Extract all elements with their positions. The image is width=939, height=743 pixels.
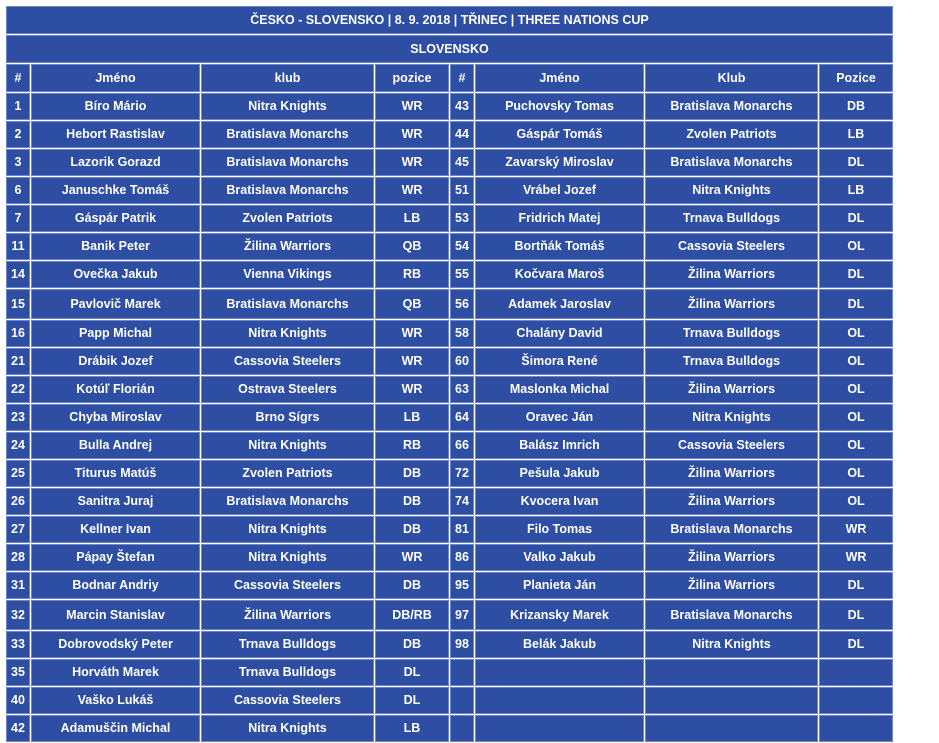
player-name-left: Dobrovodský Peter	[31, 631, 200, 658]
player-name-right: Puchovsky Tomas	[475, 93, 644, 120]
empty-cell	[475, 687, 644, 714]
player-position-right: WR	[819, 516, 893, 543]
player-name-left: Pavlovič Marek	[31, 289, 200, 319]
player-club-left: Cassovia Steelers	[201, 348, 374, 375]
player-club-right: Nitra Knights	[645, 177, 818, 204]
table-row	[6, 516, 893, 543]
table-row	[6, 572, 893, 599]
table-row	[6, 432, 893, 459]
player-name-left: Januschke Tomáš	[31, 177, 200, 204]
player-club-left: Bratislava Monarchs	[201, 149, 374, 176]
player-position-right: OL	[819, 376, 893, 403]
player-position-left: DB	[375, 572, 449, 599]
player-club-right: Žilina Warriors	[645, 572, 818, 599]
player-club-right: Bratislava Monarchs	[645, 600, 818, 630]
player-position-right: OL	[819, 348, 893, 375]
player-number-right: 97	[450, 600, 474, 630]
player-position-left: RB	[375, 261, 449, 288]
player-position-right: OL	[819, 404, 893, 431]
player-position-left: WR	[375, 544, 449, 571]
empty-cell	[475, 715, 644, 742]
header-position-right: Pozice	[819, 64, 893, 92]
player-name-left: Hebort Rastislav	[31, 121, 200, 148]
player-number-right: 53	[450, 205, 474, 232]
player-number-right: 51	[450, 177, 474, 204]
roster-container	[5, 5, 894, 743]
player-name-right: Gáspár Tomáš	[475, 121, 644, 148]
empty-cell	[450, 715, 474, 742]
player-position-left: WR	[375, 121, 449, 148]
table-row	[6, 715, 893, 742]
player-number-left: 2	[6, 121, 30, 148]
player-name-right: Oravec Ján	[475, 404, 644, 431]
player-club-right: Žilina Warriors	[645, 376, 818, 403]
player-number-left: 11	[6, 233, 30, 260]
player-club-left: Bratislava Monarchs	[201, 488, 374, 515]
player-club-left: Zvolen Patriots	[201, 460, 374, 487]
player-name-left: Lazorik Gorazd	[31, 149, 200, 176]
player-club-right: Trnava Bulldogs	[645, 320, 818, 347]
header-number-right: #	[450, 64, 474, 92]
player-name-left: Sanitra Juraj	[31, 488, 200, 515]
player-position-right: DL	[819, 149, 893, 176]
player-number-left: 42	[6, 715, 30, 742]
empty-cell	[475, 659, 644, 686]
player-number-left: 28	[6, 544, 30, 571]
player-position-right: DL	[819, 572, 893, 599]
player-position-left: LB	[375, 715, 449, 742]
team-name: SLOVENSKO	[6, 35, 893, 63]
player-position-left: WR	[375, 376, 449, 403]
empty-cell	[645, 659, 818, 686]
player-name-right: Chalány David	[475, 320, 644, 347]
player-name-left: Marcin Stanislav	[31, 600, 200, 630]
player-club-right: Žilina Warriors	[645, 460, 818, 487]
player-position-right: OL	[819, 460, 893, 487]
player-club-left: Zvolen Patriots	[201, 205, 374, 232]
player-name-left: Bodnar Andriy	[31, 572, 200, 599]
player-name-left: Papp Michal	[31, 320, 200, 347]
player-club-right: Trnava Bulldogs	[645, 205, 818, 232]
player-number-right: 81	[450, 516, 474, 543]
player-position-left: WR	[375, 93, 449, 120]
player-name-left: Banik Peter	[31, 233, 200, 260]
team-row	[6, 35, 893, 63]
player-number-left: 3	[6, 149, 30, 176]
player-position-left: DB	[375, 631, 449, 658]
player-position-right: DL	[819, 289, 893, 319]
player-number-left: 35	[6, 659, 30, 686]
empty-cell	[645, 687, 818, 714]
table-row	[6, 149, 893, 176]
player-position-left: DL	[375, 659, 449, 686]
player-number-right: 56	[450, 289, 474, 319]
table-row	[6, 488, 893, 515]
empty-cell	[450, 659, 474, 686]
table-row	[6, 600, 893, 630]
player-club-left: Nitra Knights	[201, 432, 374, 459]
table-row	[6, 121, 893, 148]
player-name-right: Vrábel Jozef	[475, 177, 644, 204]
table-row	[6, 404, 893, 431]
player-name-left: Horváth Marek	[31, 659, 200, 686]
player-name-left: Bíro Mário	[31, 93, 200, 120]
player-name-left: Pápay Štefan	[31, 544, 200, 571]
player-position-right: LB	[819, 121, 893, 148]
player-number-left: 16	[6, 320, 30, 347]
player-club-left: Cassovia Steelers	[201, 572, 374, 599]
table-row	[6, 544, 893, 571]
table-row	[6, 205, 893, 232]
player-position-right: WR	[819, 544, 893, 571]
header-name-left: Jméno	[31, 64, 200, 92]
player-club-right: Žilina Warriors	[645, 261, 818, 288]
player-number-right: 72	[450, 460, 474, 487]
player-name-left: Kellner Ivan	[31, 516, 200, 543]
player-number-left: 22	[6, 376, 30, 403]
player-number-left: 31	[6, 572, 30, 599]
player-name-left: Titurus Matúš	[31, 460, 200, 487]
table-row	[6, 687, 893, 714]
player-number-right: 66	[450, 432, 474, 459]
table-row	[6, 93, 893, 120]
player-club-left: Brno Sígrs	[201, 404, 374, 431]
player-club-right: Cassovia Steelers	[645, 432, 818, 459]
player-club-right: Nitra Knights	[645, 404, 818, 431]
player-position-left: WR	[375, 320, 449, 347]
player-club-right: Žilina Warriors	[645, 488, 818, 515]
header-row	[6, 64, 893, 92]
player-number-left: 25	[6, 460, 30, 487]
player-club-left: Ostrava Steelers	[201, 376, 374, 403]
player-position-left: LB	[375, 205, 449, 232]
player-club-right: Bratislava Monarchs	[645, 93, 818, 120]
player-number-left: 21	[6, 348, 30, 375]
player-club-right: Bratislava Monarchs	[645, 516, 818, 543]
header-club-right: Klub	[645, 64, 818, 92]
player-position-left: QB	[375, 289, 449, 319]
player-position-right: DL	[819, 600, 893, 630]
player-number-right: 60	[450, 348, 474, 375]
player-number-right: 98	[450, 631, 474, 658]
player-number-left: 24	[6, 432, 30, 459]
roster-body	[6, 93, 893, 742]
player-position-left: DB/RB	[375, 600, 449, 630]
player-number-right: 63	[450, 376, 474, 403]
header-position-left: pozice	[375, 64, 449, 92]
empty-cell	[819, 659, 893, 686]
player-club-left: Trnava Bulldogs	[201, 659, 374, 686]
header-number-left: #	[6, 64, 30, 92]
table-row	[6, 376, 893, 403]
title-row	[6, 6, 893, 34]
player-number-right: 58	[450, 320, 474, 347]
player-position-right: DB	[819, 93, 893, 120]
player-club-right: Zvolen Patriots	[645, 121, 818, 148]
player-number-right: 45	[450, 149, 474, 176]
player-club-right: Cassovia Steelers	[645, 233, 818, 260]
player-name-right: Maslonka Michal	[475, 376, 644, 403]
table-row	[6, 177, 893, 204]
player-club-left: Žilina Warriors	[201, 233, 374, 260]
player-name-right: Zavarský Miroslav	[475, 149, 644, 176]
table-row	[6, 261, 893, 288]
player-position-left: DB	[375, 488, 449, 515]
player-number-left: 26	[6, 488, 30, 515]
player-position-left: WR	[375, 177, 449, 204]
player-position-right: DL	[819, 205, 893, 232]
player-name-right: Valko Jakub	[475, 544, 644, 571]
table-row	[6, 659, 893, 686]
player-club-left: Cassovia Steelers	[201, 687, 374, 714]
player-number-right: 95	[450, 572, 474, 599]
player-position-left: DB	[375, 516, 449, 543]
player-number-left: 14	[6, 261, 30, 288]
player-number-right: 86	[450, 544, 474, 571]
player-number-left: 7	[6, 205, 30, 232]
empty-cell	[819, 715, 893, 742]
table-row	[6, 289, 893, 319]
player-name-left: Chyba Miroslav	[31, 404, 200, 431]
table-row	[6, 320, 893, 347]
table-row	[6, 631, 893, 658]
table-title: ČESKO - SLOVENSKO | 8. 9. 2018 | TŘINEC | THREE NATIONS CUP	[6, 6, 893, 34]
roster-table	[5, 5, 894, 743]
player-number-left: 40	[6, 687, 30, 714]
player-club-left: Nitra Knights	[201, 93, 374, 120]
player-position-left: WR	[375, 149, 449, 176]
player-club-left: Nitra Knights	[201, 516, 374, 543]
player-name-right: Pešula Jakub	[475, 460, 644, 487]
player-name-left: Bulla Andrej	[31, 432, 200, 459]
player-name-right: Filo Tomas	[475, 516, 644, 543]
player-club-left: Bratislava Monarchs	[201, 289, 374, 319]
empty-cell	[645, 715, 818, 742]
player-position-left: WR	[375, 348, 449, 375]
player-name-right: Balász Imrich	[475, 432, 644, 459]
table-row	[6, 348, 893, 375]
table-row	[6, 233, 893, 260]
player-number-left: 1	[6, 93, 30, 120]
player-name-right: Kvocera Ivan	[475, 488, 644, 515]
player-name-left: Drábik Jozef	[31, 348, 200, 375]
player-number-right: 54	[450, 233, 474, 260]
player-name-right: Belák Jakub	[475, 631, 644, 658]
player-club-left: Vienna Vikings	[201, 261, 374, 288]
player-position-right: OL	[819, 320, 893, 347]
player-name-left: Gáspár Patrik	[31, 205, 200, 232]
empty-cell	[450, 687, 474, 714]
player-club-right: Trnava Bulldogs	[645, 348, 818, 375]
player-position-left: DL	[375, 687, 449, 714]
player-club-right: Žilina Warriors	[645, 544, 818, 571]
player-position-right: DL	[819, 261, 893, 288]
player-position-left: RB	[375, 432, 449, 459]
player-position-right: DL	[819, 631, 893, 658]
player-name-left: Vaško Lukáš	[31, 687, 200, 714]
player-name-right: Adamek Jaroslav	[475, 289, 644, 319]
table-row	[6, 460, 893, 487]
player-name-left: Kotúľ Florián	[31, 376, 200, 403]
player-number-left: 27	[6, 516, 30, 543]
player-club-left: Nitra Knights	[201, 715, 374, 742]
player-number-right: 64	[450, 404, 474, 431]
player-name-left: Adamuščin Michal	[31, 715, 200, 742]
player-club-left: Bratislava Monarchs	[201, 121, 374, 148]
header-name-right: Jméno	[475, 64, 644, 92]
player-number-right: 44	[450, 121, 474, 148]
player-number-left: 23	[6, 404, 30, 431]
player-number-left: 32	[6, 600, 30, 630]
player-name-right: Bortňák Tomáš	[475, 233, 644, 260]
player-name-left: Ovečka Jakub	[31, 261, 200, 288]
player-club-right: Nitra Knights	[645, 631, 818, 658]
player-number-left: 33	[6, 631, 30, 658]
player-number-left: 15	[6, 289, 30, 319]
player-name-right: Šimora René	[475, 348, 644, 375]
player-name-right: Fridrich Matej	[475, 205, 644, 232]
player-club-right: Žilina Warriors	[645, 289, 818, 319]
player-number-right: 43	[450, 93, 474, 120]
empty-cell	[819, 687, 893, 714]
player-number-right: 74	[450, 488, 474, 515]
player-club-left: Nitra Knights	[201, 544, 374, 571]
player-position-left: QB	[375, 233, 449, 260]
player-position-right: LB	[819, 177, 893, 204]
player-name-right: Kočvara Maroš	[475, 261, 644, 288]
player-name-right: Planieta Ján	[475, 572, 644, 599]
player-position-left: DB	[375, 460, 449, 487]
player-position-right: OL	[819, 432, 893, 459]
player-position-right: OL	[819, 233, 893, 260]
player-number-left: 6	[6, 177, 30, 204]
player-club-right: Bratislava Monarchs	[645, 149, 818, 176]
player-club-left: Bratislava Monarchs	[201, 177, 374, 204]
player-number-right: 55	[450, 261, 474, 288]
player-position-right: OL	[819, 488, 893, 515]
header-club-left: klub	[201, 64, 374, 92]
player-club-left: Nitra Knights	[201, 320, 374, 347]
player-name-right: Krizansky Marek	[475, 600, 644, 630]
player-position-left: LB	[375, 404, 449, 431]
player-club-left: Žilina Warriors	[201, 600, 374, 630]
player-club-left: Trnava Bulldogs	[201, 631, 374, 658]
